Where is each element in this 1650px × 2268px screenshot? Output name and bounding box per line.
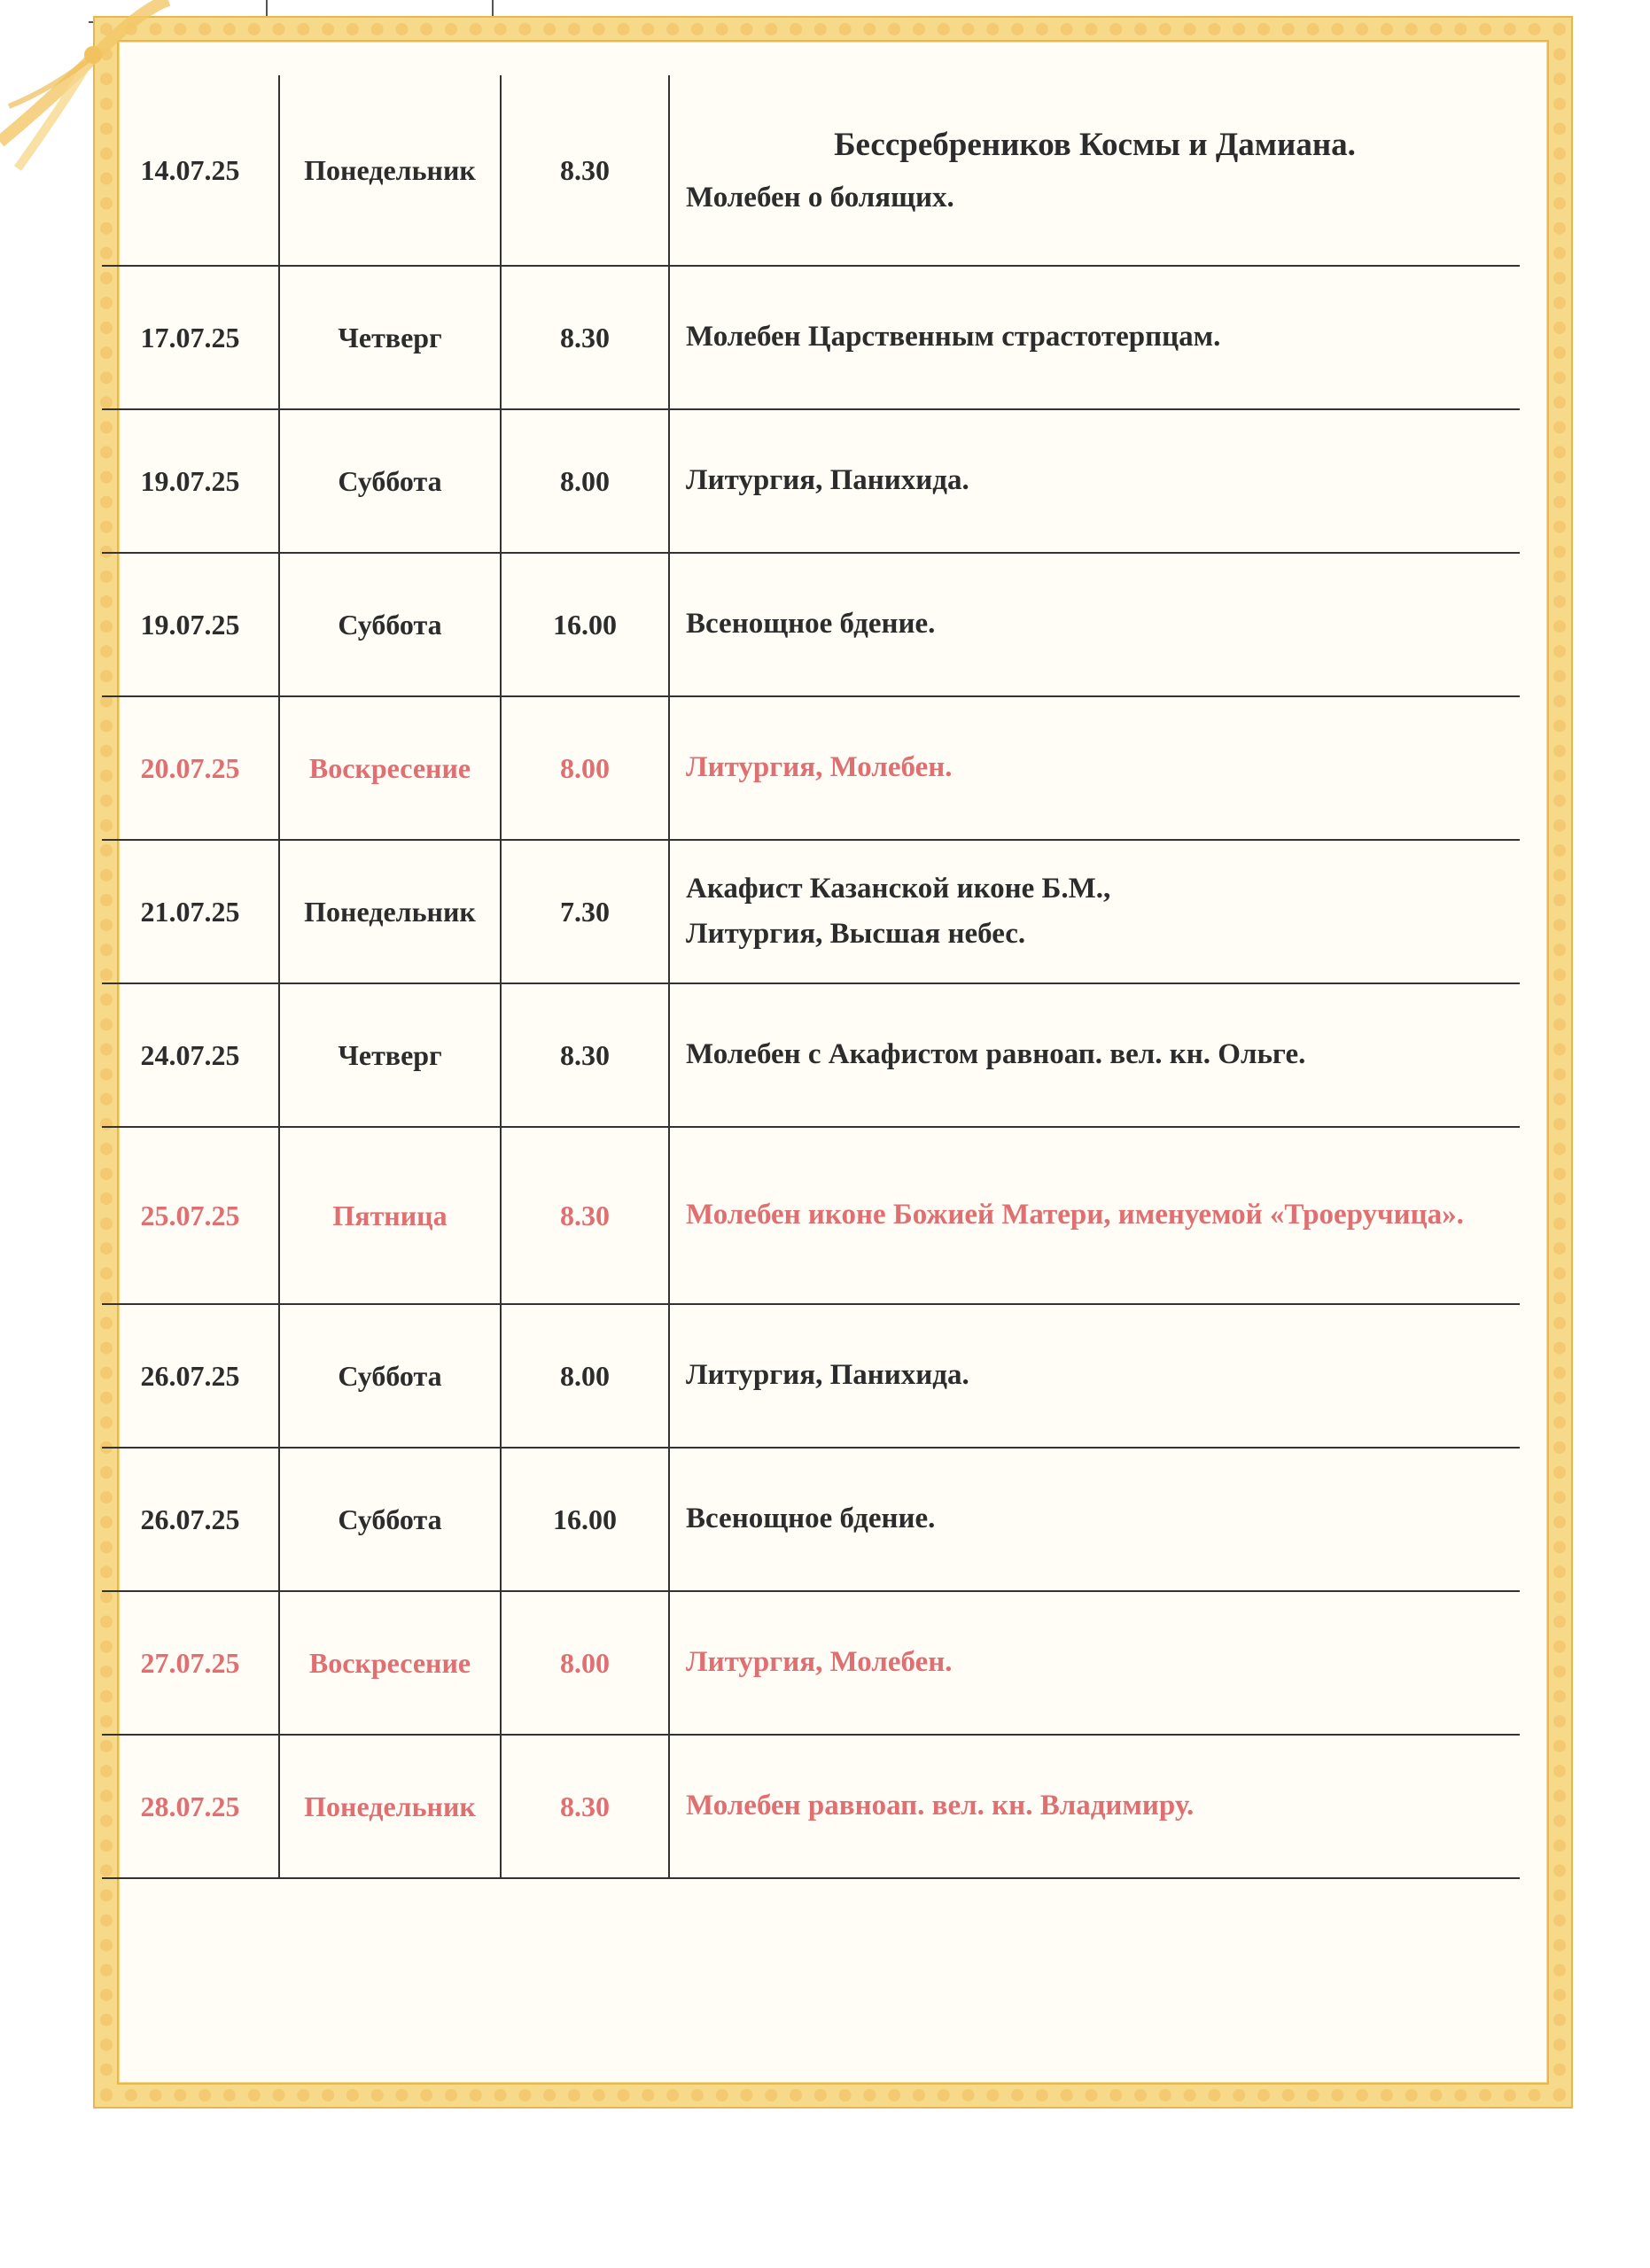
schedule-row (102, 1591, 1520, 1735)
service-schedule-table (102, 75, 1520, 1879)
service-weekday: Понедельник (279, 840, 501, 983)
service-time: 8.30 (501, 983, 669, 1127)
service-description (669, 266, 1520, 409)
feast-title: Бессребреников Космы и Дамиана. (834, 126, 1356, 163)
service-date: 20.07.25 (102, 696, 279, 840)
service-line: Всенощное бдение. (686, 1503, 936, 1535)
service-line: Молебен равноап. вел. кн. Владимиру. (686, 1790, 1195, 1822)
schedule-row (102, 840, 1520, 983)
service-weekday: Суббота (279, 1448, 501, 1591)
schedule-row (102, 553, 1520, 696)
service-weekday: Воскресение (279, 1591, 501, 1735)
schedule-body (102, 75, 1520, 1878)
service-time: 7.30 (501, 840, 669, 983)
service-weekday: Четверг (279, 983, 501, 1127)
service-weekday: Суббота (279, 1304, 501, 1448)
service-description (669, 1448, 1520, 1591)
service-date: 28.07.25 (102, 1735, 279, 1878)
service-line: Литургия, Высшая небес. (686, 918, 1026, 950)
service-description (669, 409, 1520, 553)
schedule-row (102, 1304, 1520, 1448)
service-time: 16.00 (501, 1448, 669, 1591)
service-time: 8.30 (501, 75, 669, 266)
service-date: 14.07.25 (102, 75, 279, 266)
service-description (669, 75, 1520, 266)
service-date: 27.07.25 (102, 1591, 279, 1735)
service-time: 8.30 (501, 1735, 669, 1878)
service-weekday: Понедельник (279, 1735, 501, 1878)
service-weekday: Пятница (279, 1127, 501, 1304)
service-date: 19.07.25 (102, 409, 279, 553)
service-line: Литургия, Молебен. (686, 751, 953, 784)
service-description (669, 1304, 1520, 1448)
service-line: Литургия, Панихида. (686, 1359, 969, 1392)
service-description (669, 1735, 1520, 1878)
schedule-row (102, 266, 1520, 409)
service-line: Литургия, Молебен. (686, 1646, 953, 1679)
schedule-row (102, 696, 1520, 840)
service-time: 8.30 (501, 1127, 669, 1304)
service-weekday: Воскресение (279, 696, 501, 840)
schedule-row (102, 75, 1520, 266)
service-weekday: Четверг (279, 266, 501, 409)
service-date: 25.07.25 (102, 1127, 279, 1304)
schedule-row (102, 1448, 1520, 1591)
service-weekday: Суббота (279, 553, 501, 696)
schedule-row (102, 409, 1520, 553)
service-time: 8.00 (501, 696, 669, 840)
service-line: Акафист Казанской иконе Б.М., (686, 872, 1111, 905)
service-time: 16.00 (501, 553, 669, 696)
service-time: 8.00 (501, 1591, 669, 1735)
service-line: Литургия, Панихида. (686, 464, 969, 497)
service-line: Всенощное бдение. (686, 608, 936, 641)
service-date: 26.07.25 (102, 1448, 279, 1591)
service-date: 21.07.25 (102, 840, 279, 983)
service-description (669, 840, 1520, 983)
service-description (669, 1127, 1520, 1304)
service-weekday: Понедельник (279, 75, 501, 266)
service-line: Молебен Царственным страстотерпцам. (686, 321, 1221, 353)
service-weekday: Суббота (279, 409, 501, 553)
service-description (669, 696, 1520, 840)
service-date: 19.07.25 (102, 553, 279, 696)
service-description (669, 1591, 1520, 1735)
service-description (669, 553, 1520, 696)
service-description (669, 983, 1520, 1127)
service-date: 26.07.25 (102, 1304, 279, 1448)
service-time: 8.00 (501, 409, 669, 553)
service-time: 8.30 (501, 266, 669, 409)
service-line: Молебен о болящих. (686, 182, 954, 214)
service-line: Молебен с Акафистом равноап. вел. кн. Ольге. (686, 1038, 1306, 1071)
service-date: 24.07.25 (102, 983, 279, 1127)
schedule-row (102, 1735, 1520, 1878)
schedule-row (102, 1127, 1520, 1304)
schedule-row (102, 983, 1520, 1127)
service-line: Молебен иконе Божией Матери, именуемой «Троеручица». (686, 1199, 1464, 1231)
service-time: 8.00 (501, 1304, 669, 1448)
service-date: 17.07.25 (102, 266, 279, 409)
